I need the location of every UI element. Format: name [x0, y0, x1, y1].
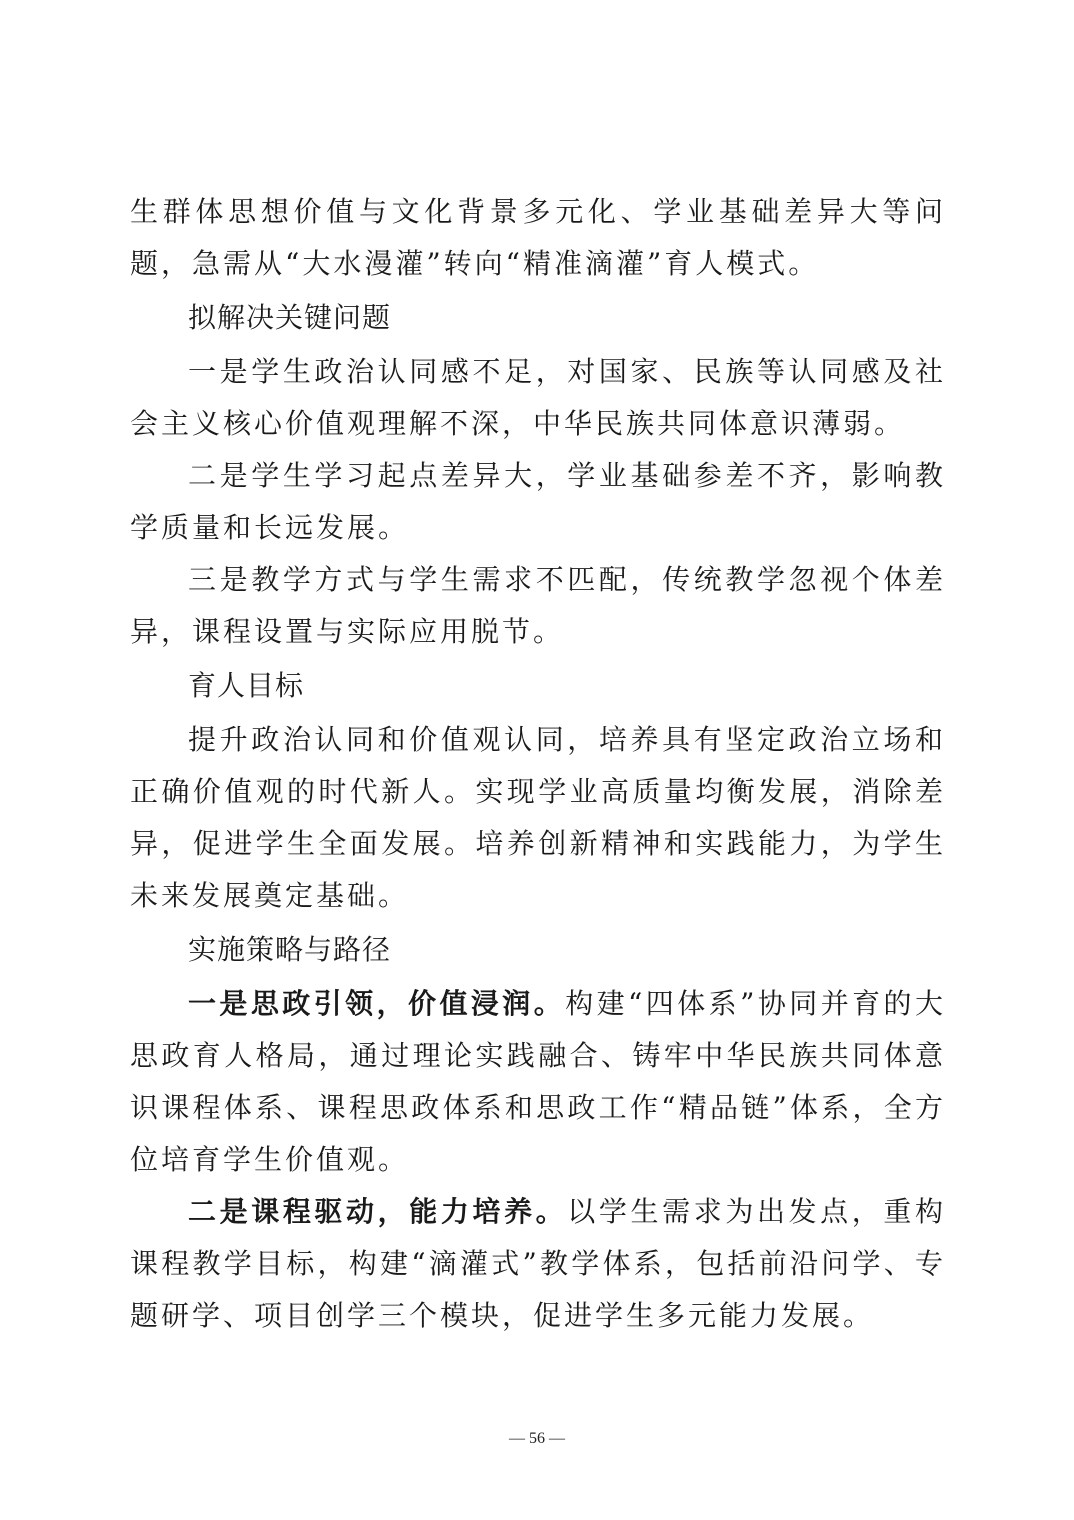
section-heading-key-problems: 拟解决关键问题	[188, 301, 392, 334]
document-body	[130, 186, 946, 1342]
strategy-item-2	[130, 1186, 946, 1342]
strategy-item-2-lead: 二是课程驱动，能力培养。	[188, 1195, 568, 1228]
continuation-paragraph: 生群体思想价值与文化背景多元化、学业基础差异大等问题，急需从“大水漫灌”转向“精准滴灌”育人模式。	[130, 195, 946, 280]
page-number: — 56 —	[509, 1430, 565, 1447]
problem-paragraph-2: 二是学生学习起点差异大，学业基础参差不齐，影响教学质量和长远发展。	[130, 459, 946, 544]
section-heading-education-goals: 育人目标	[188, 669, 305, 702]
section-heading-strategy: 实施策略与路径	[188, 933, 392, 966]
goals-paragraph: 提升政治认同和价值观认同，培养具有坚定政治立场和正确价值观的时代新人。实现学业高质量均衡发展，消除差异，促进学生全面发展。培养创新精神和实践能力，为学生未来发展奠定基础。	[130, 723, 946, 912]
problem-paragraph-3: 三是教学方式与学生需求不匹配，传统教学忽视个体差异，课程设置与实际应用脱节。	[130, 563, 946, 648]
strategy-item-1-text: 构建“四体系”协同并育的大思政育人格局，通过理论实践融合、铸牢中华民族共同体意识课程体系、课程思政体系和思政工作“精品链”体系，全方位培育学生价值观。	[130, 987, 946, 1176]
strategy-item-1-lead: 一是思政引领，价值浸润。	[188, 987, 566, 1020]
problem-paragraph-1: 一是学生政治认同感不足，对国家、民族等认同感及社会主义核心价值观理解不深，中华民族共同体意识薄弱。	[130, 355, 946, 440]
strategy-item-1	[130, 978, 946, 1186]
strategy-item-2-text: 以学生需求为出发点，重构课程教学目标，构建“滴灌式”教学体系，包括前沿问学、专题研学、项目创学三个模块，促进学生多元能力发展。	[130, 1195, 946, 1332]
